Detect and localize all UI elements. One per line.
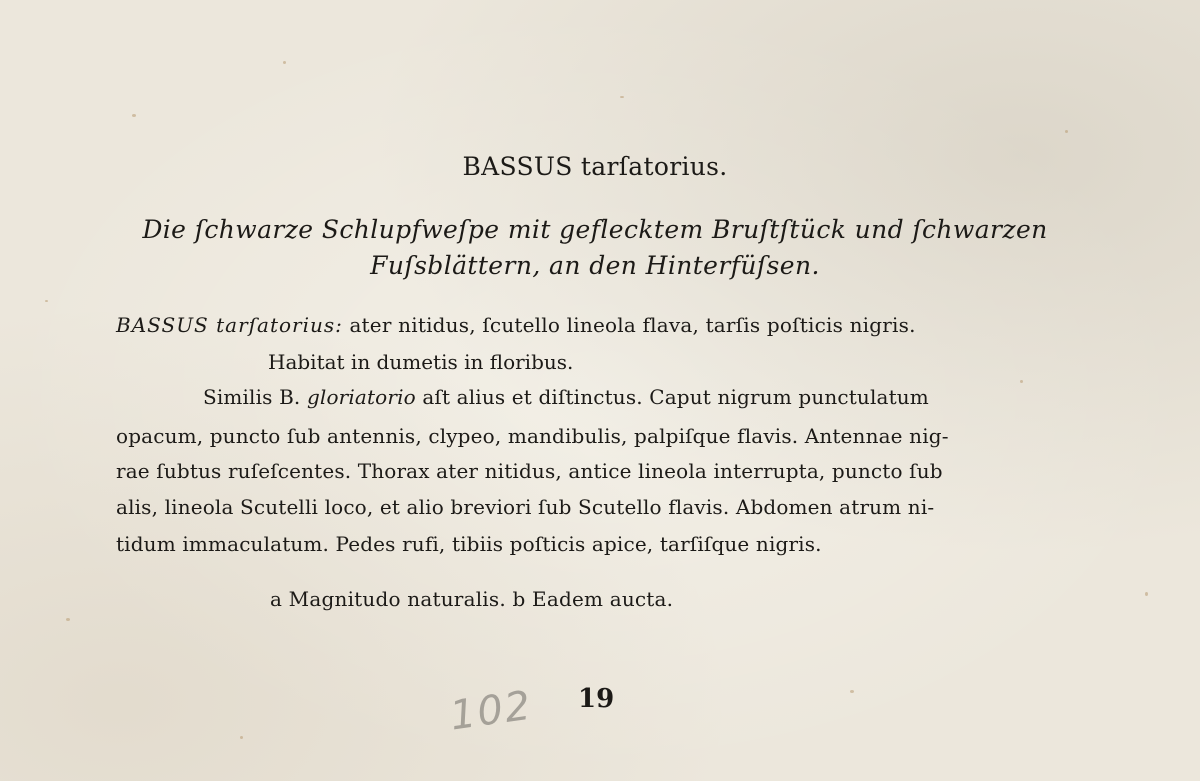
paper-speck: [45, 300, 48, 302]
paper-speck: [620, 96, 624, 98]
page-title: BASSUS tarſatorius.: [462, 152, 728, 181]
paper-speck: [1145, 592, 1148, 596]
species-diagnosis: [116, 313, 916, 337]
description-text: aſt alius et diſtinctus. Caput nigrum punctulatum: [422, 385, 929, 409]
paper-speck: [283, 61, 286, 64]
figure-legend: a Magnitudo naturalis. b Eadem aucta.: [270, 587, 674, 611]
description-line: opacum, puncto ſub antennis, clypeo, mandibulis, palpiſque flavis. Antennae nig-: [116, 424, 949, 448]
description-text: Similis B.: [203, 385, 301, 409]
description-line: alis, lineola Scutelli loco, et alio breviori ſub Scutello flavis. Abdomen atrum ni-: [116, 495, 935, 519]
species-reference: gloriatorio: [306, 385, 416, 409]
diagnosis-text: ater nitidus, ſcutello lineola flava, tarſis poſticis nigris.: [349, 313, 916, 337]
subtitle-line: Fuſsblättern, an den Hinterfüſsen.: [370, 251, 820, 280]
paper-speck: [1065, 130, 1068, 133]
page-number: 19: [578, 684, 615, 714]
paper-speck: [850, 690, 854, 693]
handwritten-note: 102: [447, 682, 536, 740]
paper-speck: [1020, 380, 1023, 383]
subtitle-line: Die ſchwarze Schlupfweſpe mit geflecktem Bruſtſtück und ſchwarzen: [142, 215, 1048, 244]
paper-speck: [240, 736, 243, 739]
description-line: [203, 385, 929, 409]
description-line: tidum immaculatum. Pedes rufi, tibiis poſticis apice, tarſiſque nigris.: [116, 532, 822, 556]
species-name: BASSUS tarſatorius:: [116, 313, 343, 337]
description-line: rae ſubtus ruſeſcentes. Thorax ater nitidus, antice lineola interrupta, puncto ſub: [116, 459, 943, 483]
habitat-line: Habitat in dumetis in floribus.: [268, 350, 574, 374]
paper-speck: [132, 114, 136, 117]
german-subtitle: [0, 212, 1190, 284]
paper-speck: [66, 618, 70, 621]
